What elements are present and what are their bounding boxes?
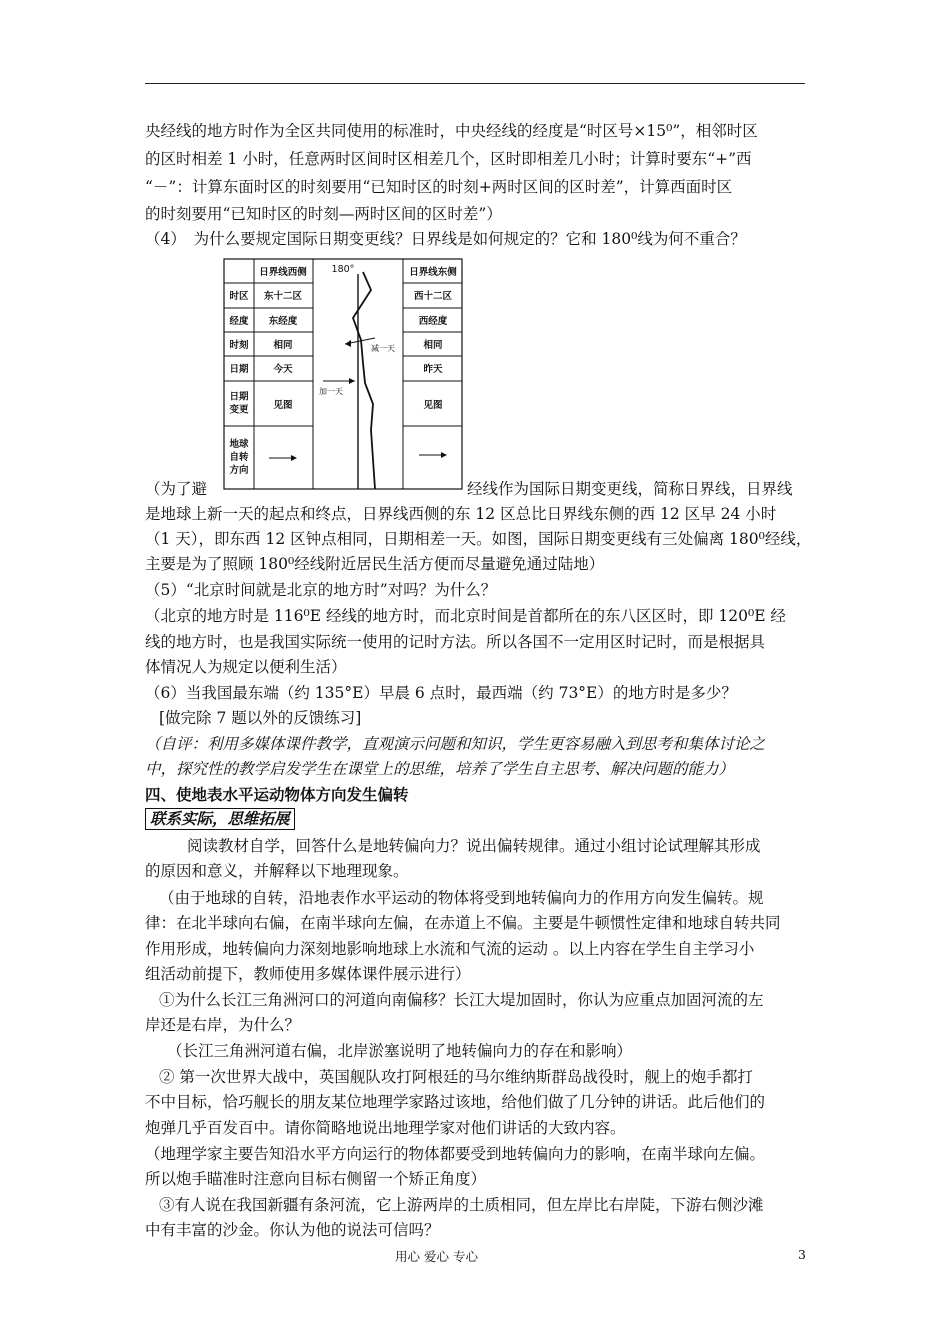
row-west: 东经度 bbox=[268, 316, 298, 327]
row-east: 西十二区 bbox=[413, 291, 453, 302]
page-number: 3 bbox=[798, 1247, 806, 1262]
row-label: 日期 bbox=[229, 391, 249, 403]
row-label: 方向 bbox=[229, 465, 249, 476]
para-line: “－”：计算东面时区的时刻要用“已知时区的时刻+两时区间的区时差”，计算西面时区 bbox=[145, 178, 733, 196]
para-line: 组活动前提下，教师使用多媒体课件展示进行） bbox=[145, 965, 471, 983]
self-eval: （自评：利用多媒体课件教学，直观演示问题和知识，学生更容易融入到思考和集体讨论之 bbox=[145, 735, 766, 753]
para-line: 律：在北半球向右偏，在南半球向左偏，在赤道上不偏。主要是牛顿惯性定律和地球自转共同 bbox=[145, 914, 781, 932]
row-east: 昨天 bbox=[423, 364, 443, 375]
header-east: 日界线东侧 bbox=[409, 267, 457, 278]
header-180: 180° bbox=[331, 264, 355, 275]
question-4: （4） 为什么要规定国际日期变更线？日界线是如何规定的？它和 180⁰线为何不重合？ bbox=[145, 230, 746, 248]
row-label: 自转 bbox=[229, 452, 249, 463]
para-line: （由于地球的自转，沿地表作水平运动的物体将受到地转偏向力的作用方向发生偏转。规 bbox=[159, 889, 764, 907]
para-line: 所以炮手瞄准时注意向目标右侧留一个矫正角度） bbox=[145, 1170, 487, 1188]
row-east: 见图 bbox=[423, 400, 443, 411]
row-east: 西经度 bbox=[418, 316, 448, 327]
para-line: 岸还是右岸，为什么？ bbox=[145, 1016, 301, 1034]
para-line: 的原因和意义，并解释以下地理现象。 bbox=[145, 862, 409, 880]
para-line: （地理学家主要告知沿水平方向运行的物体都要受到地转偏向力的影响，在南半球向左偏。 bbox=[145, 1145, 766, 1163]
para-line: （1 天），即东西 12 区钟点相同，日期相差一天。如图，国际日期变更线有三处偏离 180⁰经线， bbox=[145, 530, 812, 548]
row-label: 时区 bbox=[229, 291, 249, 302]
problem-2: ② 第一次世界大战中，英国舰队攻打阿根廷的马尔维纳斯群岛战役时，舰上的炮手都打 bbox=[159, 1068, 753, 1086]
para-line: 主要是为了照顾 180⁰经线附近居民生活方便而尽量避免通过陆地） bbox=[145, 555, 605, 573]
para-line: 的时刻要用“已知时区的时刻—两时区间的区时差”） bbox=[145, 205, 502, 223]
problem-1: ①为什么长江三角洲河口的河道向南偏移？长江大堤加固时，你认为应重点加固河流的左 bbox=[159, 991, 764, 1009]
row-label: 时刻 bbox=[229, 340, 249, 351]
row-west: 东十二区 bbox=[263, 291, 303, 302]
header-rule bbox=[145, 83, 805, 84]
plus-day-label: 加一天 bbox=[319, 387, 343, 396]
para-line: 的区时相差 1 小时，任意两时区间时区相差几个，区时即相差几小时；计算时要东“+”西 bbox=[145, 150, 752, 168]
self-eval: 中，探究性的教学启发学生在课堂上的思维，培养了学生自主思考、解决问题的能力） bbox=[145, 760, 735, 778]
row-label: 变更 bbox=[229, 404, 249, 416]
section-heading: 四、使地表水平运动物体方向发生偏转 bbox=[145, 786, 409, 804]
problem-3: ③有人说在我国新疆有条河流，它上游两岸的土质相同，但左岸比右岸陡，下游右侧沙滩 bbox=[159, 1196, 764, 1214]
row-east: 相同 bbox=[423, 340, 443, 351]
row-west: 见图 bbox=[273, 400, 293, 411]
header-west: 日界线西侧 bbox=[259, 267, 307, 278]
para-line: （长江三角洲河道右偏，北岸淤塞说明了地转偏向力的存在和影响） bbox=[167, 1042, 633, 1060]
para-line: 经线作为国际日期变更线，简称日界线，日界线 bbox=[467, 480, 793, 498]
para-line: （为了避 bbox=[145, 480, 208, 498]
para-line: 是地球上新一天的起点和终点，日界线西侧的东 12 区总比日界线东侧的西 12 区早 24 小时 bbox=[145, 505, 777, 523]
footer-motto: 用心 爱心 专心 bbox=[395, 1249, 478, 1264]
para-line: 体情况人为规定以便利生活） bbox=[145, 658, 347, 676]
row-label: 地球 bbox=[229, 439, 249, 450]
para-line: 作用形成，地转偏向力深刻地影响地球上水流和气流的运动 。以上内容在学生自主学习小 bbox=[145, 940, 755, 958]
para-line: 中有丰富的沙金。你认为他的说法可信吗？ bbox=[145, 1221, 440, 1239]
row-label: 日期 bbox=[229, 364, 249, 375]
para-line: 阅读教材自学，回答什么是地转偏向力？说出偏转规律。通过小组讨论试理解其形成 bbox=[187, 837, 761, 855]
date-line-figure bbox=[223, 258, 463, 490]
para-line: 不中目标，恰巧舰长的朋友某位地理学家路过该地，给他们做了几分钟的讲话。此后他们的 bbox=[145, 1093, 766, 1111]
row-west: 今天 bbox=[273, 364, 293, 375]
feedback-note: [做完除 7 题以外的反馈练习] bbox=[159, 709, 362, 727]
minus-day-label: 减一天 bbox=[371, 344, 395, 353]
question-6: （6）当我国最东端（约 135°E）早晨 6 点时，最西端（约 73°E）的地方时是多少？ bbox=[145, 684, 737, 702]
question-5: （5）“北京时间就是北京的地方时”对吗？为什么？ bbox=[145, 581, 497, 599]
row-label: 经度 bbox=[229, 316, 249, 327]
para-line: 央经线的地方时作为全区共同使用的标准时，中央经线的经度是“时区号×15⁰”，相邻时区 bbox=[145, 122, 758, 140]
para-line: 炮弹几乎百发百中。请你简略地说出地理学家对他们讲话的大致内容。 bbox=[145, 1119, 626, 1137]
row-west: 相同 bbox=[273, 340, 293, 351]
para-line: 线的地方时，也是我国实际统一使用的记时方法。所以各国不一定用区时记时，而是根据具 bbox=[145, 633, 766, 651]
box-heading: 联系实际，思维拓展 bbox=[145, 808, 295, 830]
box-heading-wrap bbox=[145, 806, 815, 832]
para-line: （北京的地方时是 116⁰E 经线的地方时，而北京时间是首都所在的东八区区时，即 120⁰E 经 bbox=[145, 607, 786, 625]
